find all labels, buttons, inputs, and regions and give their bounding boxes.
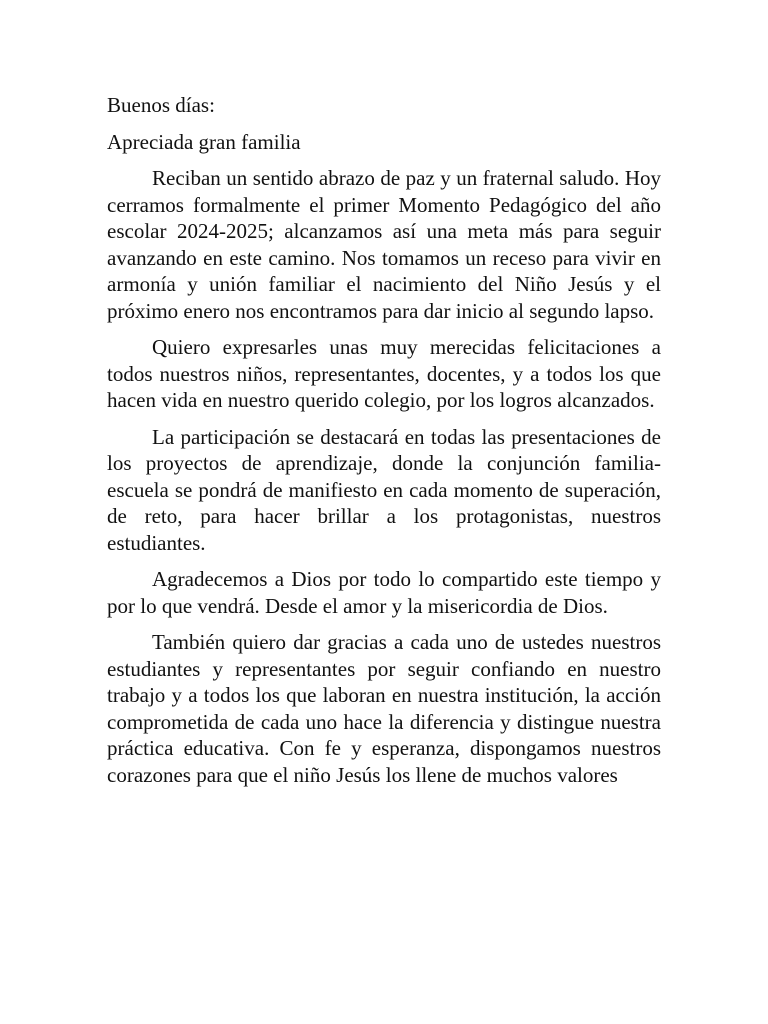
paragraph-gratitude-god: Agradecemos a Dios por todo lo compartido este tiempo y por lo que vendrá. Desde el amor y la misericordia de Dios. <box>107 567 661 618</box>
greeting: Buenos días: <box>107 93 215 117</box>
letter-body <box>107 92 661 798</box>
salutation: Apreciada gran familia <box>107 129 301 154</box>
paragraph-participation: La participación se destacará en todas las presentaciones de los proyectos de aprendizaje, donde la conjunción familia- escuela se pondrá de manifiesto en cada momento de superación, de reto, para hacer brillar a los protagonistas, nuestros estudiantes. <box>107 424 661 555</box>
paragraph-congratulations: Quiero expresarles unas muy merecidas felicitaciones a todos nuestros niños, representantes, docentes, y a todos los que hacen vida en nuestro querido colegio, por los logros alcanzados. <box>107 335 661 412</box>
paragraph-thanks: También quiero dar gracias a cada uno de ustedes nuestros estudiantes y representantes por seguir confiando en nuestro trabajo y a todos los que laboran en nuestra institución, la acción comprometida de cada uno hace la diferencia y distingue nuestra práctica educativa. Con fe y esperanza, dispongamos nuestros corazones para que el niño Jesús los llene de muchos valores <box>107 630 661 787</box>
paragraph-closing-announcement: Reciban un sentido abrazo de paz y un fraternal saludo. Hoy cerramos formalmente el primer Momento Pedagógico del año escolar 2024-2025; alcanzamos así una meta más para seguir avanzando en este camino. Nos tomamos un receso para vivir en armonía y unión familiar el nacimiento del Niño Jesús y el próximo enero nos encontramos para dar inicio al segundo lapso. <box>107 166 661 323</box>
